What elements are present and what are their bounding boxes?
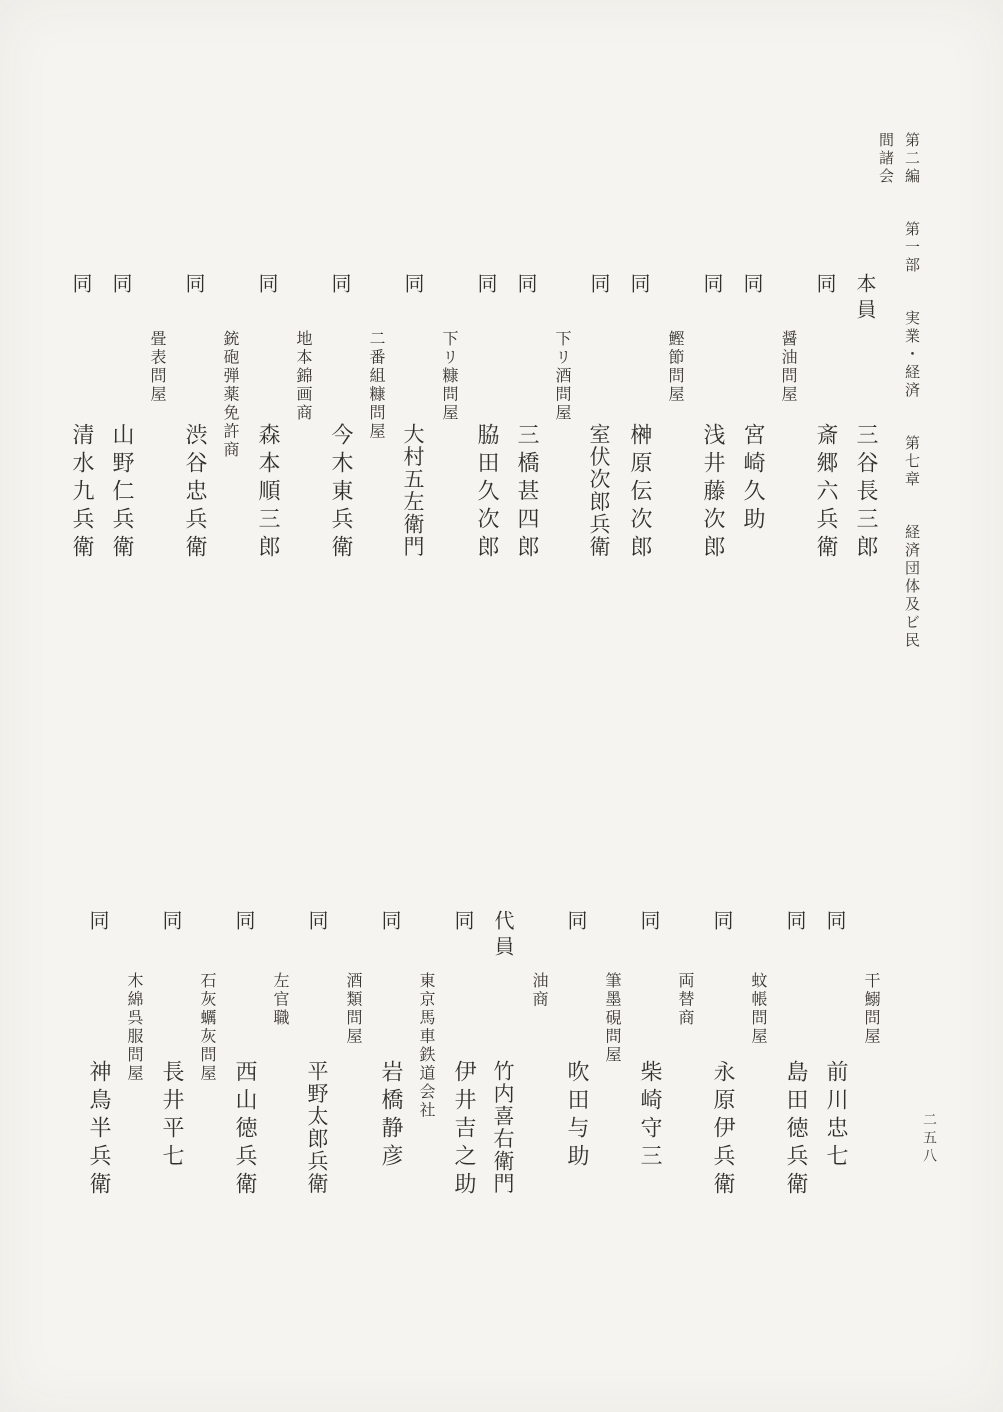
member-role: 同 (378, 910, 402, 936)
member-entry (775, 910, 815, 1240)
member-trade-label: 酒類問屋 (344, 972, 363, 1046)
member-trade-column (410, 910, 443, 1240)
member-name-column (224, 910, 264, 1240)
member-entry (556, 910, 629, 1240)
member-name: 西山徳兵衛 (232, 1060, 257, 1200)
member-trade-column (214, 273, 247, 603)
member-name-column (61, 273, 101, 603)
member-name-column (483, 910, 523, 1240)
member-entry (692, 273, 732, 603)
member-entry (815, 910, 888, 1240)
member-name-column (732, 273, 772, 603)
member-name-column (805, 273, 845, 603)
member-role: 同 (328, 273, 352, 299)
member-role: 同 (232, 910, 256, 936)
member-trade-label: 下リ糠問屋 (440, 330, 459, 423)
member-name: 伊井吉之助 (451, 1060, 476, 1200)
header-chapter: 第七章 (903, 435, 921, 489)
member-trade-label: 畳表問屋 (148, 330, 167, 404)
header-chapter-title: 経済団体及ビ民間諸会 (877, 132, 921, 650)
member-name-column (815, 910, 855, 1240)
member-role: 同 (159, 910, 183, 936)
header-subject: 実業・経済 (903, 310, 921, 400)
member-role: 同 (783, 910, 807, 936)
member-entry (174, 273, 247, 603)
member-name-column (101, 273, 141, 603)
member-trade-column (264, 910, 297, 1240)
member-role: 同 (637, 910, 661, 936)
member-entry (393, 273, 466, 603)
member-name: 室伏次郎兵衛 (587, 423, 611, 558)
member-name-column (619, 273, 659, 603)
member-role: 同 (86, 910, 110, 936)
member-entry (297, 910, 370, 1240)
member-name: 脇田久次郎 (474, 423, 499, 563)
member-role: 同 (514, 273, 538, 299)
member-trade-column (659, 273, 692, 603)
member-entry (224, 910, 297, 1240)
member-entry (320, 273, 393, 603)
member-trade-label: 蚊帳問屋 (749, 972, 768, 1046)
member-role: 同 (255, 273, 279, 299)
member-name: 吹田与助 (564, 1060, 589, 1172)
member-role: 同 (587, 273, 611, 299)
member-trade-label: 両替商 (676, 972, 695, 1028)
member-name-column (775, 910, 815, 1240)
member-trade-label: 石灰蠣灰問屋 (198, 972, 217, 1083)
member-trade-column (191, 910, 224, 1240)
member-role: 同 (813, 273, 837, 299)
member-trade-column (772, 273, 805, 603)
member-trade-label: 二番組糠問屋 (367, 330, 386, 441)
member-name: 三谷長三郎 (853, 423, 878, 563)
member-role: 本員 (853, 273, 877, 325)
member-name-column (692, 273, 732, 603)
member-entry (702, 910, 775, 1240)
member-entry (629, 910, 702, 1240)
member-list-top (61, 273, 885, 603)
member-trade-column (360, 273, 393, 603)
member-role: 同 (69, 273, 93, 299)
member-name-column (393, 273, 433, 603)
member-trade-column (742, 910, 775, 1240)
member-name-column (506, 273, 546, 603)
member-trade-label: 左官職 (271, 972, 290, 1028)
member-entry (483, 910, 556, 1240)
member-trade-column (546, 273, 579, 603)
member-name: 長井平七 (159, 1060, 184, 1172)
member-trade-column (669, 910, 702, 1240)
member-entry (845, 273, 885, 603)
member-name-column (556, 910, 596, 1240)
member-trade-label: 地本錦画商 (294, 330, 313, 423)
member-role: 同 (305, 910, 329, 936)
member-name: 斎郷六兵衛 (813, 423, 838, 563)
member-name: 柴崎守三 (637, 1060, 662, 1172)
member-role: 同 (401, 273, 425, 299)
member-trade-column (523, 910, 556, 1240)
member-entry (579, 273, 619, 603)
member-trade-label: 油商 (530, 972, 549, 1009)
member-entry (78, 910, 151, 1240)
member-trade-label: 筆墨硯問屋 (603, 972, 622, 1065)
page-number: 二五八 (921, 1112, 937, 1166)
member-name-column (247, 273, 287, 603)
member-entry (151, 910, 224, 1240)
member-entry (506, 273, 579, 603)
member-entry (61, 273, 101, 603)
member-entry (805, 273, 845, 603)
member-name: 竹内喜右衛門 (491, 1060, 515, 1195)
member-name-column (845, 273, 885, 603)
member-trade-label: 木綿呉服問屋 (125, 972, 144, 1083)
member-role: 同 (451, 910, 475, 936)
member-entry (101, 273, 174, 603)
member-role: 同 (700, 273, 724, 299)
member-entry (732, 273, 805, 603)
member-name: 渋谷忠兵衛 (182, 423, 207, 563)
member-name-column (297, 910, 337, 1240)
member-name-column (702, 910, 742, 1240)
member-role: 同 (740, 273, 764, 299)
member-role: 同 (823, 910, 847, 936)
member-entry (466, 273, 506, 603)
member-name: 清水九兵衛 (69, 423, 94, 563)
member-name: 島田徳兵衛 (783, 1060, 808, 1200)
member-name: 大村五左衛門 (401, 423, 425, 558)
member-list-bottom (78, 910, 888, 1240)
member-name: 平野太郎兵衛 (305, 1060, 329, 1195)
member-name: 岩橋静彦 (378, 1060, 403, 1172)
member-trade-column (855, 910, 888, 1240)
member-name-column (370, 910, 410, 1240)
member-role: 同 (564, 910, 588, 936)
member-entry (443, 910, 483, 1240)
member-name-column (443, 910, 483, 1240)
member-name: 三橋甚四郎 (514, 423, 539, 563)
member-trade-column (118, 910, 151, 1240)
member-name: 浅井藤次郎 (700, 423, 725, 563)
member-name-column (579, 273, 619, 603)
member-role: 同 (710, 910, 734, 936)
member-trade-label: 東京馬車鉄道会社 (417, 972, 436, 1120)
member-role: 同 (627, 273, 651, 299)
member-trade-label: 下リ酒問屋 (553, 330, 572, 423)
member-name-column (151, 910, 191, 1240)
member-name: 山野仁兵衛 (109, 423, 134, 563)
member-name-column (78, 910, 118, 1240)
member-name-column (320, 273, 360, 603)
member-name: 神鳥半兵衛 (86, 1060, 111, 1200)
member-trade-column (596, 910, 629, 1240)
member-name-column (174, 273, 214, 603)
member-trade-column (287, 273, 320, 603)
member-role: 同 (474, 273, 498, 299)
member-name: 前川忠七 (823, 1060, 848, 1172)
member-name: 宮崎久助 (740, 423, 765, 535)
member-trade-label: 鰹節問屋 (666, 330, 685, 404)
member-entry (247, 273, 320, 603)
member-role: 同 (109, 273, 133, 299)
member-trade-column (141, 273, 174, 603)
member-name-column (466, 273, 506, 603)
member-name: 森本順三郎 (255, 423, 280, 563)
member-entry (619, 273, 692, 603)
member-name-column (629, 910, 669, 1240)
member-role: 同 (182, 273, 206, 299)
member-role: 代員 (491, 910, 515, 962)
member-name: 永原伊兵衛 (710, 1060, 735, 1200)
member-name: 榊原伝次郎 (627, 423, 652, 563)
member-trade-column (337, 910, 370, 1240)
member-trade-label: 干鰯問屋 (862, 972, 881, 1046)
member-trade-label: 銃砲弾薬免許商 (221, 330, 240, 460)
member-trade-column (433, 273, 466, 603)
header-part: 第一部 (903, 221, 921, 275)
header-volume: 第二編 (903, 132, 921, 186)
member-name: 今木東兵衛 (328, 423, 353, 563)
member-entry (370, 910, 443, 1240)
member-trade-label: 醤油問屋 (779, 330, 798, 404)
